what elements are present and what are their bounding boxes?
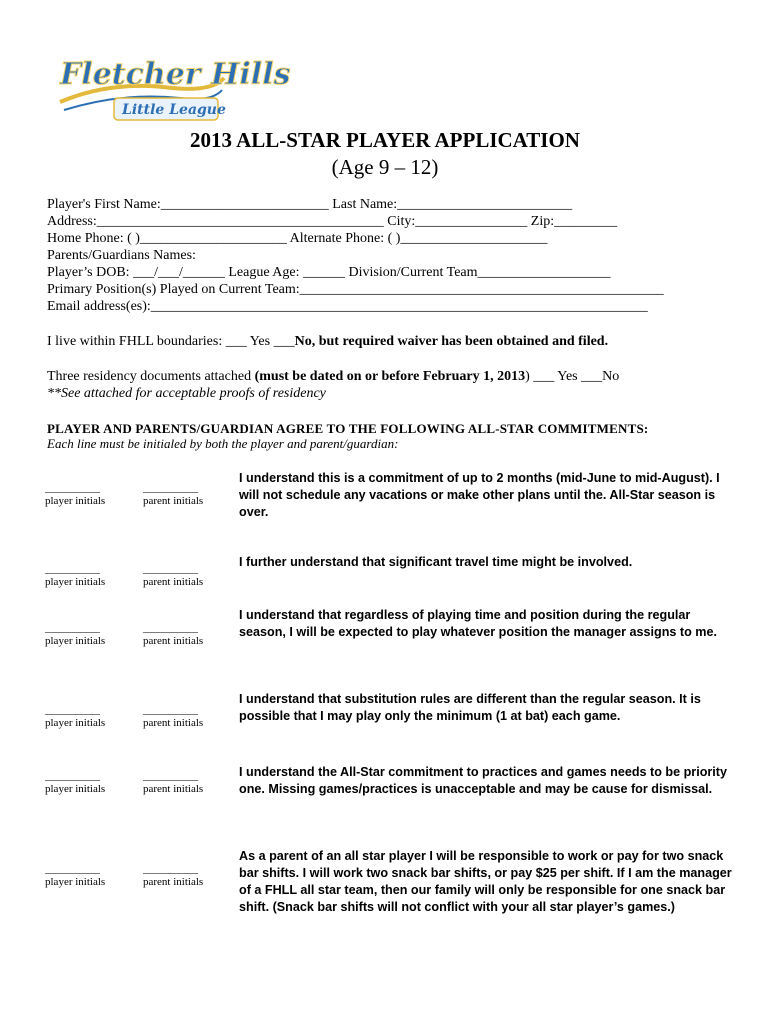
svg-text:Little League: Little League [122, 102, 226, 118]
league-logo [52, 40, 291, 128]
player-initials-blank[interactable]: __________ [45, 770, 100, 782]
boundaries-question[interactable] [47, 334, 608, 350]
parent-initials-label: parent initials [143, 783, 204, 795]
commitment-text: I understand that substitution rules are different than the regular season. It is possible that I may play only the minimum (1 at bat) each game. [239, 692, 701, 723]
email-field[interactable]: Email address(es):_______________________________________________________________________ [47, 299, 648, 314]
commitments-heading: PLAYER AND PARENTS/GUARDIAN AGREE TO THE FOLLOWING ALL-STAR COMMITMENTS: [47, 421, 649, 436]
residency-note: **See attached for acceptable proofs of residency [47, 386, 326, 401]
residency-prefix: Three residency documents attached [47, 369, 255, 384]
guardian-names-field[interactable]: Parents/Guardians Names: [47, 248, 196, 263]
commitment-text: I understand the All-Star commitment to practices and games needs to be priority one. Missing games/practices is unacceptable and may be cause for dismissal. [239, 765, 727, 796]
player-initials-label: player initials [45, 576, 106, 588]
player-initials-label: player initials [45, 783, 106, 795]
residency-question[interactable] [47, 369, 619, 385]
primary-position-field[interactable]: Primary Position(s) Played on Current Team:____________________________________________________ [47, 282, 664, 297]
phone-fields[interactable]: Home Phone: ( )_____________________ Alternate Phone: ( )_____________________ [47, 231, 548, 246]
commitments-instruction: Each line must be initialed by both the player and parent/guardian: [47, 436, 399, 451]
parent-initials-label: parent initials [143, 717, 204, 729]
commitment-text: I understand that regardless of playing time and position during the regular season, I will be expected to play whatever position the manager assigns to me. [239, 608, 718, 639]
parent-initials-blank[interactable]: __________ [143, 770, 198, 782]
player-initials-blank[interactable]: __________ [45, 482, 100, 494]
age-subtitle: (Age 9 – 12) [331, 155, 439, 179]
player-initials-label: player initials [45, 876, 106, 888]
boundaries-prefix: I live within FHLL boundaries: ___ Yes ___ [47, 334, 295, 349]
dob-league-division-fields[interactable]: Player’s DOB: ___/___/______ League Age: ______ Division/Current Team___________________ [47, 265, 611, 280]
parent-initials-blank[interactable]: __________ [143, 563, 198, 575]
boundaries-waiver-option: No, but required waiver has been obtained and filed. [294, 334, 609, 349]
residency-options: ) ___ Yes ___No [525, 369, 620, 384]
page-title: 2013 ALL-STAR PLAYER APPLICATION [190, 128, 580, 152]
player-initials-blank[interactable]: __________ [45, 704, 100, 716]
commitment-text: I understand this is a commitment of up to 2 months (mid-June to mid-August). I will not schedule any vacations or make other plans until the. All-Star season is over. [239, 471, 720, 519]
parent-initials-label: parent initials [143, 576, 204, 588]
player-initials-label: player initials [45, 717, 106, 729]
address-fields[interactable]: Address:_________________________________________ City:________________ Zip:_________ [47, 214, 618, 229]
parent-initials-label: parent initials [143, 876, 204, 888]
residency-date-requirement: (must be dated on or before February 1, 2013 [254, 369, 526, 384]
parent-initials-label: parent initials [143, 635, 204, 647]
player-initials-blank[interactable]: __________ [45, 863, 100, 875]
player-name-fields[interactable]: Player's First Name:________________________ Last Name:_________________________ [47, 197, 573, 212]
player-initials-label: player initials [45, 635, 106, 647]
player-initials-label: player initials [45, 495, 106, 507]
parent-initials-blank[interactable]: __________ [143, 704, 198, 716]
player-initials-blank[interactable]: __________ [45, 563, 100, 575]
parent-initials-blank[interactable]: __________ [143, 482, 198, 494]
player-initials-blank[interactable]: __________ [45, 622, 100, 634]
commitment-text: As a parent of an all star player I will be responsible to work or pay for two snack bar shifts. I will work two snack bar shifts, or pay $25 per shift. If I am the manager of a FHLL all star team, then our family will only be responsible for one snack bar shift. (Snack bar shifts will not conflict with your all star player’s games.) [239, 849, 732, 914]
svg-text:Fletcher Hills: Fletcher Hills [60, 57, 291, 92]
commitment-text: I further understand that significant travel time might be involved. [239, 555, 633, 569]
parent-initials-label: parent initials [143, 495, 204, 507]
parent-initials-blank[interactable]: __________ [143, 863, 198, 875]
parent-initials-blank[interactable]: __________ [143, 622, 198, 634]
